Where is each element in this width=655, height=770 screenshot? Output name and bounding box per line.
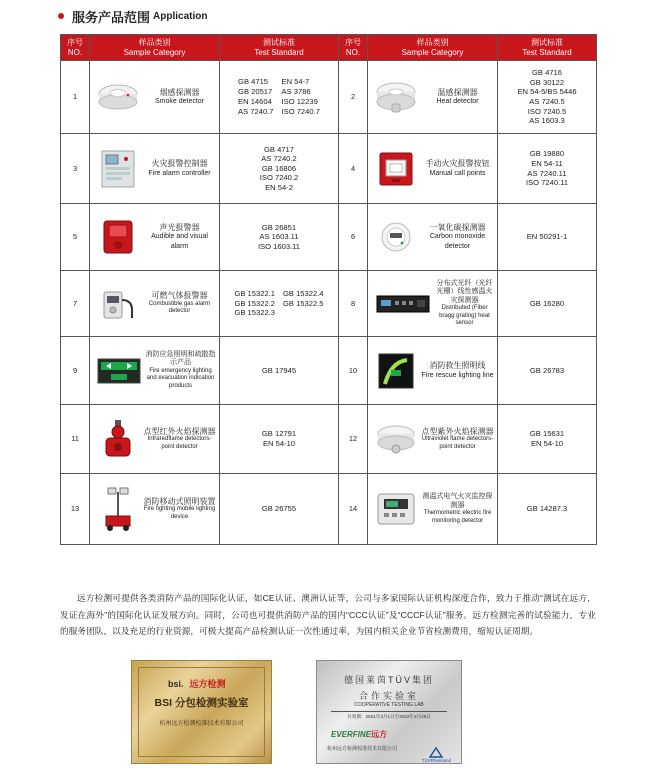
standards-list (500, 429, 594, 448)
test-standard (220, 337, 339, 405)
standard-item: GB 15322.3 (234, 308, 275, 318)
standard-item: GB 4715 (238, 77, 269, 87)
uv-flame-detector-icon (372, 422, 420, 456)
standard-item: EN 54-5/BS 5446 (517, 87, 577, 97)
tuv-plaque-period: 有效期：2021年3月1日至2022年2月28日 (347, 714, 431, 719)
row-number: 7 (61, 271, 90, 337)
table-row (61, 474, 597, 545)
category-cn: 测温式电气火灾监控探测器 (422, 493, 493, 509)
test-standard (220, 474, 339, 545)
standard-item: ISO 7240.11 (525, 178, 569, 188)
standard-item: ISO 7240.5 (527, 106, 567, 116)
category-en: Ultraviolet flame detectors-point detector (421, 436, 494, 450)
intro-paragraph: 远方检测可提供各类消防产品的国际化认证，如CE认证、澳洲认证等，公司与多家国际认证机构深度合作，致力于推动“测试在远方，发证在海外”的国际化认证发展方向。同时，公司也可提供消防产品的国内“CCC认证”及“CCCF认证”服务。远方检测完善的试验能力，专业的服务团队，以及充足的行业资源，可极大提高产品检测认证一次性通过率，为国内相关企业节省检测费用，缩短认证周期。 (60, 593, 596, 636)
category-cn: 分布式光纤（光纤光栅）线性感温火灾探测器 (436, 279, 493, 304)
category-cn: 点型紫外火焰探测器 (421, 426, 494, 436)
test-standard (498, 271, 597, 337)
standards-list (222, 77, 336, 116)
standard-item: GB 19880 (529, 149, 565, 159)
sample-category (368, 204, 498, 271)
standards-list (222, 289, 336, 318)
standard-item: GB 30122 (529, 77, 565, 87)
standard-item: AS 7240.7 (238, 106, 274, 116)
row-number: 14 (339, 474, 368, 545)
standard-item: GB 15322.2 (234, 298, 275, 308)
header-no: 序号 NO. (339, 35, 368, 61)
standards-list (222, 366, 336, 376)
thermometric-detector-icon (372, 490, 420, 528)
row-number: 11 (61, 405, 90, 474)
header-no: 序号 NO. (61, 35, 90, 61)
category-en: Distributed (Fiber bragg grating) heat sensor (439, 305, 490, 326)
sample-category (368, 134, 498, 204)
table-row (61, 204, 597, 271)
standard-item: GB 12791 (261, 429, 297, 439)
category-en: Combustible gas alarm detector (148, 300, 211, 315)
standard-item: GB 4716 (532, 68, 562, 78)
category-en: Thermometric electric fire monitoring detector (423, 510, 492, 524)
test-standard (498, 405, 597, 474)
standard-item: GB 16280 (529, 298, 565, 308)
header-category: 样品类别 Sample Category (368, 35, 498, 61)
standard-item: GB 14287.3 (526, 504, 568, 514)
category-en: Audible and visual alarm (151, 233, 208, 250)
standards-list (500, 68, 594, 126)
test-standard (220, 271, 339, 337)
section-heading (58, 8, 207, 24)
gas-detector-icon (94, 286, 142, 322)
row-number: 6 (339, 204, 368, 271)
tuv-plaque-line1: 德国莱茵TÜV集团 (343, 675, 434, 685)
category-cn: 消防移动式照明装置 (143, 496, 216, 506)
tuv-logo: TÜVRheinland (422, 747, 451, 763)
category-cn: 消防救生照明线 (429, 361, 486, 371)
sample-category (368, 405, 498, 474)
header-category: 样品类别 Sample Category (90, 35, 220, 61)
audible-visual-alarm-icon (94, 219, 142, 255)
row-number: 9 (61, 337, 90, 405)
co-detector-icon (372, 221, 420, 253)
sample-category (90, 204, 220, 271)
bsi-logo: bsi. 远方检测 (168, 679, 226, 689)
tuv-plaque-line3: COOPERATIVE TESTING LAB (354, 702, 424, 708)
test-standard (498, 474, 597, 545)
table-header-row (61, 35, 597, 61)
standards-list (222, 223, 336, 252)
row-number: 1 (61, 61, 90, 134)
standard-item: EN 54-7 (281, 77, 310, 87)
test-standard (220, 134, 339, 204)
sample-category (90, 474, 220, 545)
standard-item: GB 4717 (264, 144, 294, 154)
test-standard (220, 61, 339, 134)
standard-item: ISO 1603.11 (257, 241, 301, 251)
table-row (61, 61, 597, 134)
smoke-detector-icon (94, 81, 142, 113)
standard-item: EN 14604 (238, 97, 272, 106)
standard-item: ISO 7240.2 (259, 173, 299, 183)
fiber-heat-sensor-icon (372, 292, 434, 316)
category-en: Smoke detector (154, 98, 205, 105)
standard-item: AS 1603.3 (529, 116, 565, 126)
sample-category (368, 61, 498, 134)
tuv-plaque-line2: 合作实验室 (358, 691, 419, 701)
sample-category (368, 474, 498, 545)
bsi-plaque-title: BSI 分包检测实验室 (154, 697, 249, 709)
sample-category (90, 61, 220, 134)
manual-call-point-icon (372, 151, 420, 187)
test-standard (220, 204, 339, 271)
bsi-plaque-company: 杭州远方检测校准技术有限公司 (159, 721, 244, 727)
standards-list (500, 232, 594, 242)
category-cn: 火灾报警控制器 (151, 159, 208, 169)
application-table (60, 34, 597, 545)
standard-item: AS 7240.11 (527, 168, 567, 178)
standards-list (222, 504, 336, 514)
category-en: Fire fighting mobile lighting device (143, 506, 216, 520)
standard-item: ISO 12239 (281, 97, 318, 106)
category-cn: 点型红外火焰探测器 (143, 426, 216, 436)
heading-en: Application (153, 10, 208, 22)
standards-list (222, 145, 336, 193)
row-number: 5 (61, 204, 90, 271)
standard-item: AS 3786 (281, 87, 311, 97)
row-number: 8 (339, 271, 368, 337)
test-standard (498, 337, 597, 405)
tuv-lab-plaque (316, 660, 462, 764)
standard-item: EN 54-11 (531, 158, 563, 168)
category-en: Carbon monoxide detector (429, 233, 486, 250)
header-standard: 测试标准 Test Standard (498, 35, 597, 61)
infrared-flame-detector-icon (94, 418, 142, 460)
standard-item: EN 54-10 (530, 439, 564, 448)
standards-list (500, 504, 594, 514)
standard-item: AS 1603.11 (259, 232, 299, 242)
test-standard (220, 405, 339, 474)
category-en: Fire alarm controller (148, 169, 211, 177)
category-en: Heat detector (436, 98, 479, 105)
standard-item: GB 20517 (238, 87, 273, 97)
table-row (61, 271, 597, 337)
standards-list (500, 149, 594, 187)
standard-item: GB 15322.5 (283, 298, 324, 308)
standard-item: EN 54-2 (265, 182, 293, 192)
table-row (61, 405, 597, 474)
standard-item: GB 26755 (261, 504, 297, 514)
standard-item: EN 54-10 (262, 439, 296, 448)
standard-item: GB 15322.1 (234, 288, 275, 298)
standard-item: EN 50291-1 (526, 232, 568, 242)
heat-detector-icon (372, 80, 420, 114)
bsi-lab-plaque (131, 660, 272, 764)
row-number: 4 (339, 134, 368, 204)
row-number: 10 (339, 337, 368, 405)
everfine-logo: EVERFINE远方 (331, 730, 388, 739)
row-number: 2 (339, 61, 368, 134)
sample-category (90, 271, 220, 337)
sample-category (90, 337, 220, 405)
category-en: Infraredflame detectors-point detector (147, 436, 212, 450)
header-standard: 测试标准 Test Standard (220, 35, 339, 61)
category-cn: 可燃气体报警器 (151, 291, 208, 301)
standard-item: GB 26851 (261, 222, 297, 232)
tuv-triangle-icon (429, 747, 443, 758)
category-cn: 消防应急照明和疏散指示产品 (145, 350, 216, 367)
test-standard (498, 134, 597, 204)
standard-item: GB 16806 (261, 163, 297, 173)
standard-item: GB 26783 (529, 365, 565, 375)
row-number: 13 (61, 474, 90, 545)
standard-item: GB 15322.4 (283, 288, 324, 298)
standards-list (500, 366, 594, 376)
standard-item: AS 7240.2 (261, 154, 297, 164)
test-standard (498, 204, 597, 271)
standard-item: ISO 7240.7 (281, 106, 320, 116)
category-cn: 烟感探测器 (159, 87, 200, 97)
table-row (61, 134, 597, 204)
standard-item: GB 15631 (529, 429, 565, 439)
tuv-plaque-company: 杭州远方检测校准技术有限公司 (327, 746, 398, 752)
category-en: Fire rescue lighting line (421, 371, 494, 379)
heading-cn: 服务产品范围 (72, 9, 151, 25)
category-en: Manual call points (429, 169, 486, 177)
row-number: 3 (61, 134, 90, 204)
fire-alarm-controller-icon (94, 149, 142, 189)
standard-item: GB 17945 (261, 365, 297, 375)
exit-sign-icon (94, 357, 144, 385)
category-cn: 声光报警器 (159, 223, 200, 233)
mobile-lighting-icon (94, 486, 142, 532)
standards-list (500, 299, 594, 309)
standard-item: AS 7240.5 (529, 97, 565, 106)
test-standard (498, 61, 597, 134)
category-cn: 温感探测器 (437, 87, 478, 97)
bullet-icon (58, 13, 64, 19)
sample-category (90, 134, 220, 204)
table-row (61, 337, 597, 405)
sample-category (368, 271, 498, 337)
rescue-lighting-icon (372, 352, 420, 390)
standards-list (222, 429, 336, 448)
sample-category (90, 405, 220, 474)
row-number: 12 (339, 405, 368, 474)
category-cn: 手动火灾报警按钮 (425, 159, 490, 169)
category-en: Fire emergency lighting and evacuation indication products (146, 367, 215, 389)
sample-category (368, 337, 498, 405)
category-cn: 一氧化碳探测器 (429, 223, 486, 233)
